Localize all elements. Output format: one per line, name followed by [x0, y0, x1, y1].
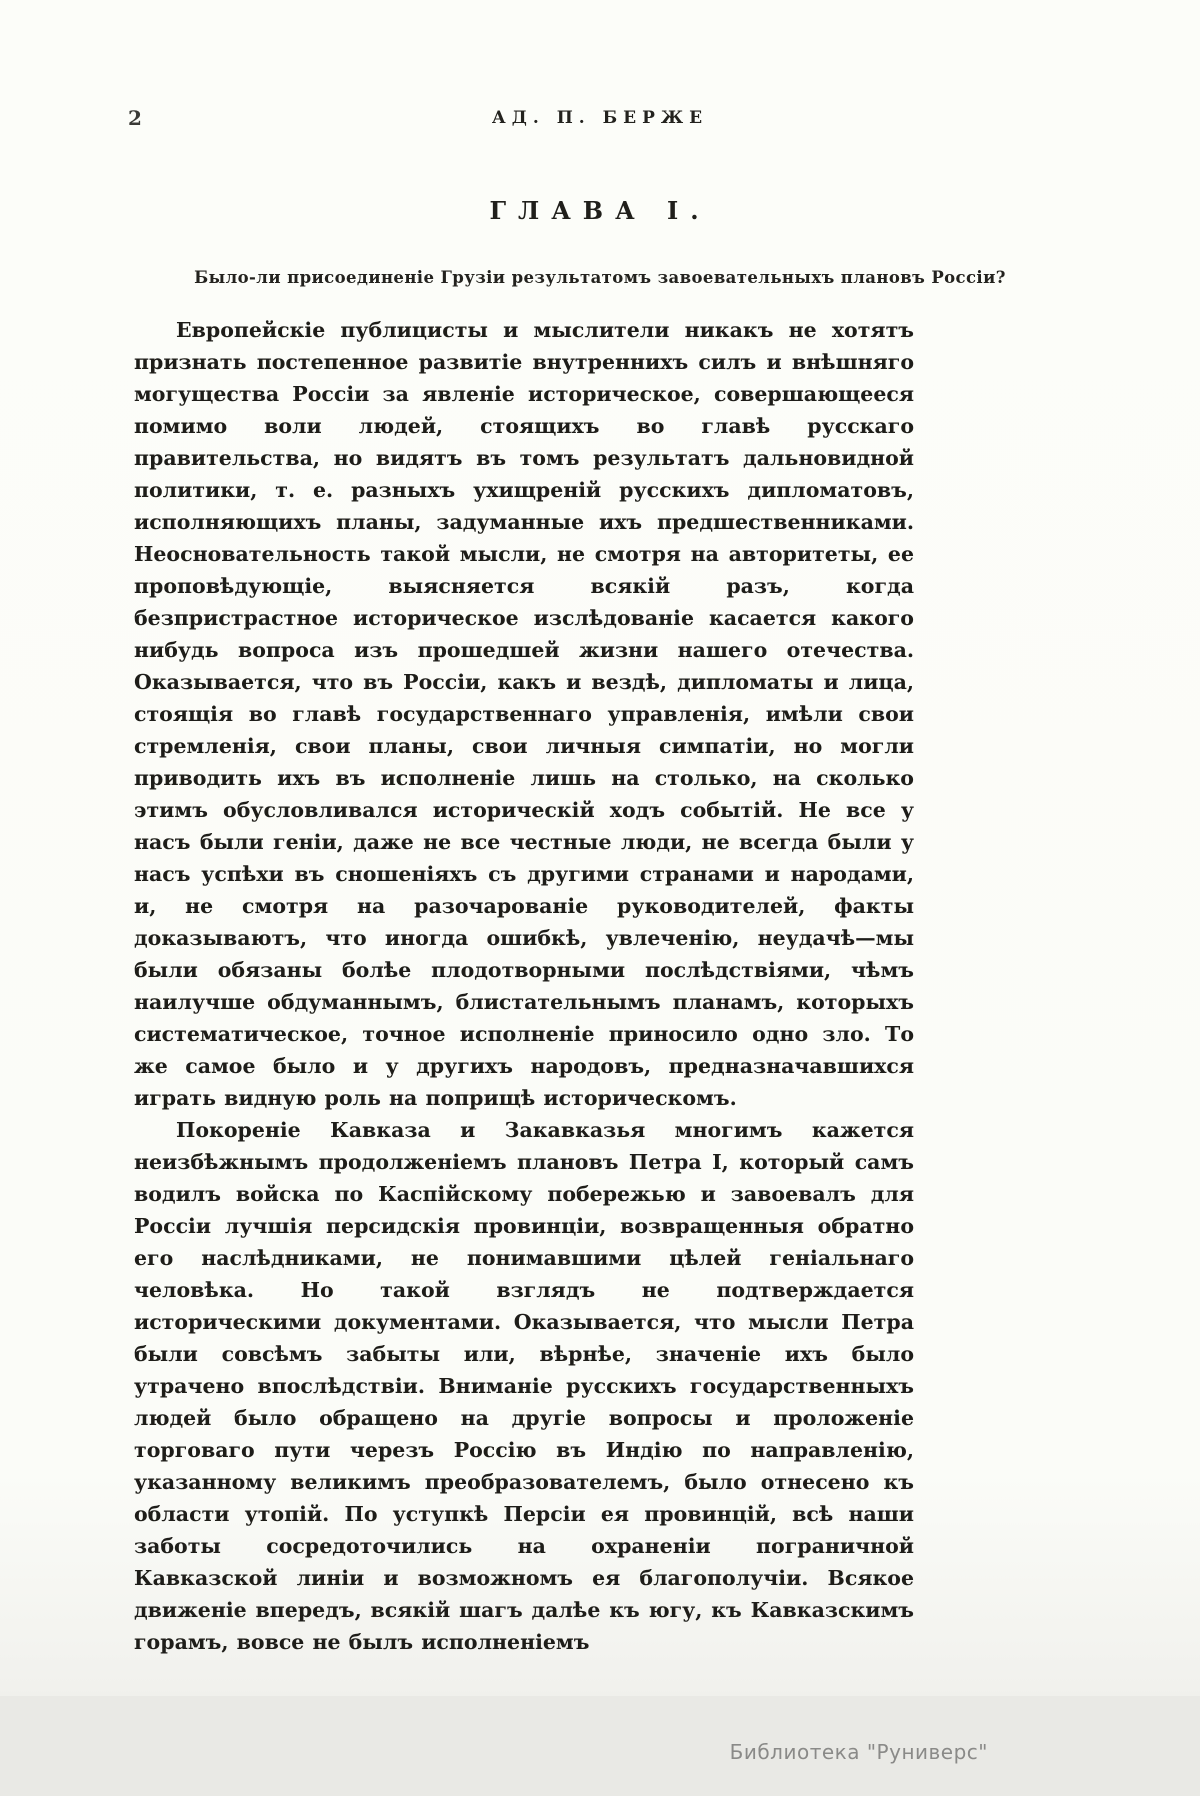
footer-band [0, 1696, 1200, 1796]
body-paragraph: Европейскіе публицисты и мыслители никакъ не хотятъ признать постепенное развитіе внутреннихъ силъ и внѣшняго могущества Россіи за явленіе историческое, совершающееся помимо воли людей, стоящихъ во главѣ русскаго правительства, но видятъ въ томъ результатъ дальновидной политики, т. е. разныхъ ухищреній русскихъ дипломатовъ, исполняющихъ планы, задуманные ихъ предшественниками. Неосновательность такой мысли, не смотря на авторитеты, ее проповѣдующіе, выясняется всякій разъ, когда безпристрастное историческое изслѣдованіе касается какого нибудь вопроса изъ прошедшей жизни нашего отечества. Оказывается, что въ Россіи, какъ и вездѣ, дипломаты и лица, стоящія во главѣ государственнаго управленія, имѣли свои стремленія, свои планы, свои личныя симпатіи, но могли приводить ихъ въ исполненіе лишь на столько, на сколько этимъ обусловливался историческій ходъ событій. Не все у насъ были геніи, даже не все честные люди, не всегда были у насъ успѣхи въ сношеніяхъ съ другими странами и народами, и, не смотря на разочарованіе руководителей, факты доказываютъ, что иногда ошибкѣ, увлеченію, неудачѣ—мы были обязаны болѣе плодотворными послѣдствіями, чѣмъ наилучше обдуманнымъ, блистательнымъ планамъ, которыхъ систематическое, точное исполненіе приносило одно зло. То же самое было и у другихъ народовъ, предназначавшихся играть видную роль на поприщѣ историческомъ. [134, 318, 914, 1110]
chapter-heading: ГЛАВА I. [489, 196, 711, 225]
running-header: АД. П. БЕРЖЕ [491, 108, 709, 128]
chapter-subtitle: Было-ли присоединеніе Грузіи результатомъ завоевательныхъ плановъ Россіи? [194, 268, 1006, 287]
body-paragraph: Покореніе Кавказа и Закавказья многимъ кажется неизбѣжнымъ продолженіемъ плановъ Петра I, который самъ водилъ войска по Каспійскому побережью и завоевалъ для Россіи лучшія персидскія провинціи, возвращенныя обратно его наслѣдниками, не понимавшими цѣлей геніальнаго человѣка. Но такой взглядъ не подтверждается историческими документами. Оказывается, что мысли Петра были совсѣмъ забыты или, вѣрнѣе, значеніе ихъ было утрачено впослѣдствіи. Вниманіе русскихъ государственныхъ людей было обращено на другіе вопросы и проложеніе торговаго пути черезъ Россію въ Индію по направленію, указанному великимъ преобразователемъ, было отнесено къ области утопій. По уступкѣ Персіи ея провинцій, всѣ наши заботы сосредоточились на охраненіи пограничной Кавказской линіи и возможномъ ея благополучіи. Всякое движеніе впередъ, всякій шагъ далѣе къ югу, къ Кавказскимъ горамъ, вовсе не былъ исполненіемъ [134, 1118, 914, 1654]
page-number: 2 [128, 106, 142, 130]
body-text [134, 314, 914, 1658]
library-watermark: Библиотека "Руниверс" [729, 1740, 988, 1764]
